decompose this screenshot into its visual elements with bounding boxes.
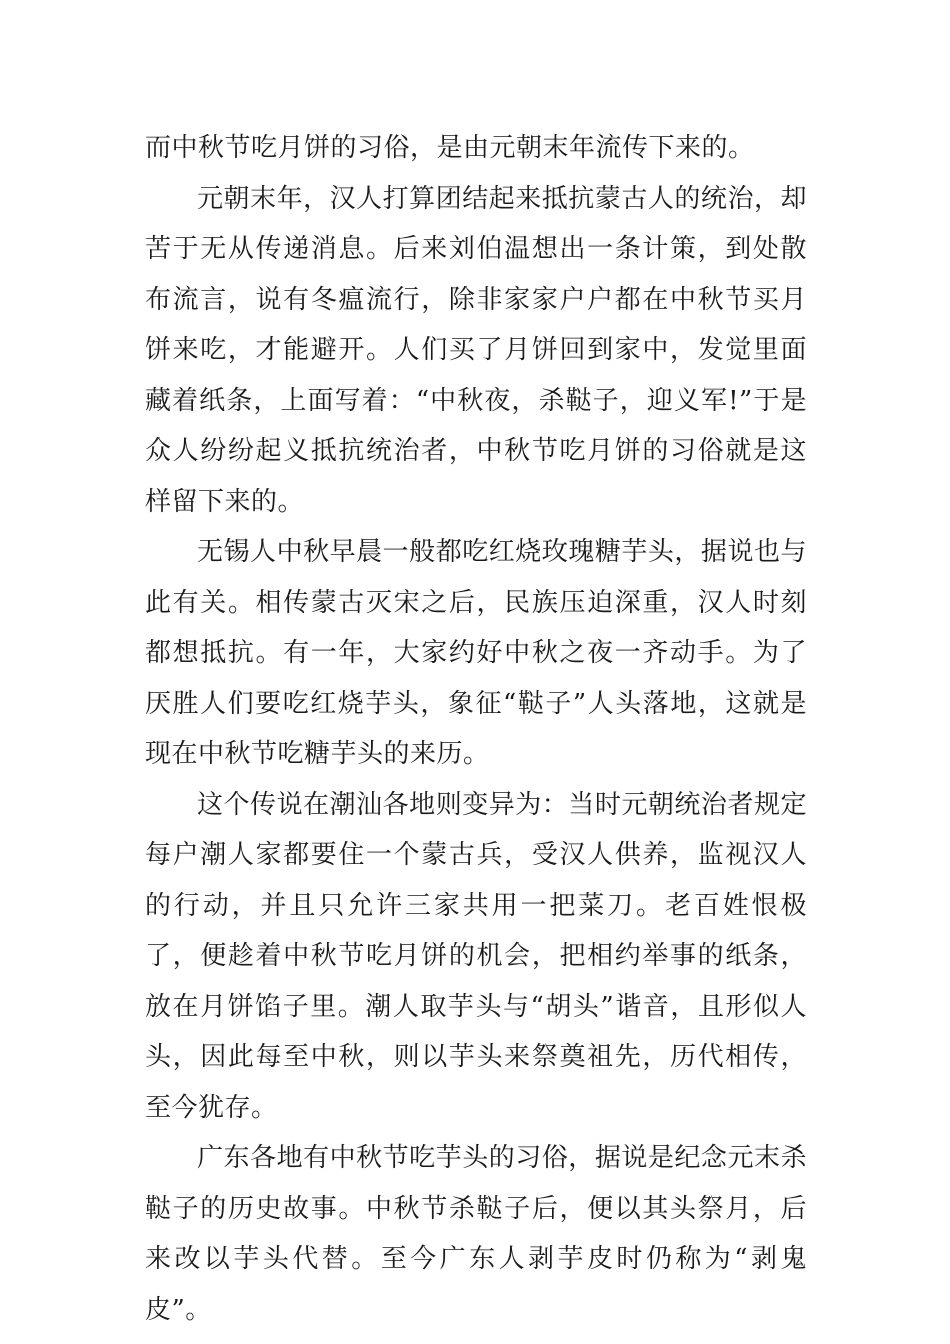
paragraph-5: 广东各地有中秋节吃芋头的习俗，据说是纪念元末杀鞑子的历史故事。中秋节杀鞑子后，便以其头祭月，后来改以芋头代替。至今广东人剥芋皮时仍称为“剥鬼皮”。 xyxy=(145,1143,807,1325)
paragraph-4: 这个传说在潮汕各地则变异为：当时元朝统治者规定每户潮人家都要住一个蒙古兵，受汉人供养，监视汉人的行动，并且只允许三家共用一把菜刀。老百姓恨极了，便趁着中秋节吃月饼的机会，把相约举事的纸条，放在月饼馅子里。潮人取芋头与“胡头”谐音，且形似人头，因此每至中秋，则以芋头来祭奠祖先，历代相传，至今犹存。 xyxy=(145,789,807,1123)
document-body xyxy=(145,123,807,1335)
paragraph-3: 无锡人中秋早晨一般都吃红烧玫瑰糖芋头，据说也与此有关。相传蒙古灭宋之后，民族压迫深重，汉人时刻都想抵抗。有一年，大家约好中秋之夜一齐动手。为了厌胜人们要吃红烧芋头，象征“鞑子”人头落地，这就是现在中秋节吃糖芋头的来历。 xyxy=(145,537,807,769)
paragraph-2: 元朝末年，汉人打算团结起来抵抗蒙古人的统治，却苦于无从传递消息。后来刘伯温想出一条计策，到处散布流言，说有冬瘟流行，除非家家户户都在中秋节买月饼来吃，才能避开。人们买了月饼回到家中，发觉里面藏着纸条，上面写着：“中秋夜，杀鞑子，迎义军!”于是众人纷纷起义抵抗统治者，中秋节吃月饼的习俗就是这样留下来的。 xyxy=(145,183,807,517)
paragraph-1: 而中秋节吃月饼的习俗，是由元朝末年流传下来的。 xyxy=(145,133,755,163)
